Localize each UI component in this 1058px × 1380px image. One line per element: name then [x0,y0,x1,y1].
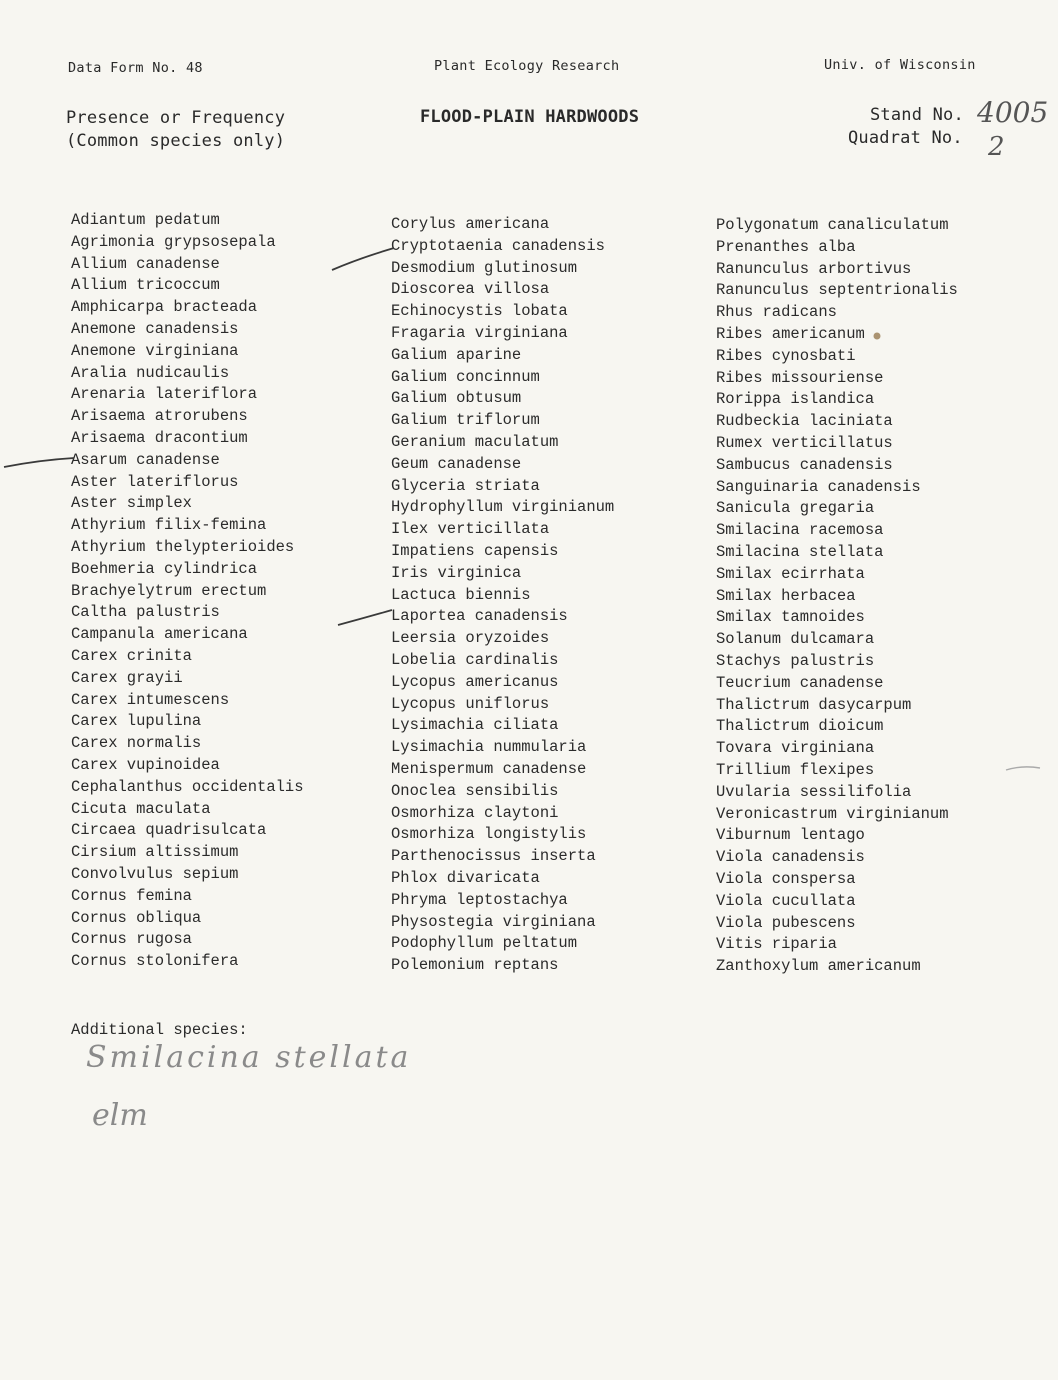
species-item: Prenanthes alba [716,237,856,256]
species-item: Thalictrum dioicum [716,717,884,736]
stand-label: Stand No. [870,105,964,125]
species-item: Osmorhiza longistylis [391,825,587,844]
species-item: Vitis riparia [716,935,837,954]
species-item: Ribes missouriense [716,368,884,387]
species-item: Viola conspersa [716,869,856,888]
species-item: Veronicastrum virginianum [716,804,949,823]
species-item: Allium canadense [71,254,220,273]
species-item: Phryma leptostachya [391,890,568,909]
species-item: Geum canadense [391,454,522,473]
species-item: Rudbeckia laciniata [716,412,893,431]
check-mark-asarum [4,458,74,467]
species-item: Aster lateriflorus [71,472,239,491]
species-item: Lycopus americanus [391,672,559,691]
species-item: Fragaria virginiana [391,323,568,342]
species-item: Aster simplex [71,494,192,513]
species-item: Parthenocissus inserta [391,847,596,866]
species-item: Smilax herbacea [716,586,856,605]
species-item: Lysimachia ciliata [391,716,559,735]
ink-spot [874,333,881,340]
species-item: Cornus obliqua [71,908,202,927]
species-item: Osmorhiza claytoni [391,803,559,822]
species-item: Agrimonia grypsosepala [71,232,276,251]
additional-species-handwritten-2: elm [92,1098,148,1133]
stand-number-handwritten: 4005 [977,96,1049,129]
species-item: Carex crinita [71,646,192,665]
species-item: Corylus americana [391,215,550,233]
species-item: Thalictrum dasycarpum [716,695,912,714]
species-item: Viola pubescens [716,913,856,932]
species-item: Carex vupinoidea [71,755,220,774]
species-item: Iris virginica [391,563,522,582]
species-item: Galium aparine [391,345,522,364]
species-item: Caltha palustris [71,603,220,622]
species-item: Polygonatum canaliculatum [716,216,949,234]
species-item: Ranunculus septentrionalis [716,281,958,300]
quadrat-number-handwritten: 2 [988,132,1005,162]
species-item: Anemone virginiana [71,341,239,360]
species-item: Rumex verticillatus [716,433,893,452]
species-item: Cephalanthus occidentalis [71,777,304,796]
additional-species-handwritten-1: Smilacina stellata [86,1040,412,1075]
species-item: Sambucus canadensis [716,455,893,474]
species-item: Convolvulus sepium [71,864,239,883]
form-number: Data Form No. 48 [68,60,203,76]
species-item: Adiantum pedatum [71,211,220,229]
species-item: Dioscorea villosa [391,280,550,299]
species-item: Lactuca biennis [391,585,531,604]
species-item: Viola cucullata [716,891,856,910]
stray-mark [1006,767,1040,770]
species-item: Smilacina stellata [716,542,884,561]
species-item: Boehmeria cylindrica [71,559,258,578]
species-item: Sanicula gregaria [716,499,875,518]
species-item: Teucrium canadense [716,673,884,692]
university: Univ. of Wisconsin [824,57,976,73]
species-item: Smilax tamnoides [716,608,865,627]
species-item: Anemone canadensis [71,319,239,338]
species-item: Circaea quadrisulcata [71,821,267,840]
species-item: Ribes americanum [716,324,865,343]
species-item: Smilacina racemosa [716,521,884,540]
species-item: Viola canadensis [716,848,865,867]
species-item: Sanguinaria canadensis [716,477,921,496]
species-item: Lysimachia nummularia [391,738,587,757]
species-item: Athyrium thelypterioides [71,537,295,556]
species-item: Galium triflorum [391,411,540,430]
species-item: Echinocystis lobata [391,302,568,321]
species-item: Stachys palustris [716,651,875,670]
species-item: Phlox divaricata [391,868,540,887]
species-item: Zanthoxylum americanum [716,957,921,976]
species-item: Cornus femina [71,886,192,905]
species-item: Laportea canadensis [391,607,568,626]
species-item: Ranunculus arbortivus [716,259,912,278]
species-item: Tovara virginiana [716,739,875,758]
check-mark-laportea [338,610,392,625]
species-item: Podophyllum peltatum [391,934,578,953]
species-item: Cicuta maculata [71,799,211,818]
species-item: Smilax ecirrhata [716,564,865,583]
quadrat-label: Quadrat No. [848,128,963,148]
species-item: Cryptotaenia canadensis [391,236,605,255]
species-item: Hydrophyllum virginianum [391,498,615,517]
species-item: Athyrium filix-femina [71,516,267,535]
species-item: Menispermum canadense [391,759,587,778]
mode-line-2: (Common species only) [66,131,286,151]
species-item: Uvularia sessilifolia [716,782,912,801]
species-item: Carex normalis [71,734,202,753]
species-item: Ilex verticillata [391,520,550,539]
species-item: Brachyelytrum erectum [71,581,267,600]
species-item: Rorippa islandica [716,390,875,409]
species-item: Arisaema dracontium [71,428,248,447]
species-item: Glyceria striata [391,476,540,495]
species-item: Carex grayii [71,668,183,687]
species-item: Aralia nudicaulis [71,363,230,382]
species-item: Physostegia virginiana [391,912,596,931]
species-item: Lobelia cardinalis [391,650,559,669]
species-item: Onoclea sensibilis [391,781,559,800]
species-item: Leersia oryzoides [391,629,550,648]
species-item: Asarum canadense [71,450,220,469]
species-item: Arenaria lateriflora [71,385,258,404]
species-item: Viburnum lentago [716,826,865,845]
species-item: Amphicarpa bracteada [71,298,258,317]
species-item: Carex lupulina [71,712,202,731]
community-title: FLOOD-PLAIN HARDWOODS [420,107,640,127]
additional-species-label: Additional species: [71,1021,248,1039]
species-item: Campanula americana [71,625,248,644]
species-item: Impatiens capensis [391,541,559,560]
species-item: Desmodium glutinosum [391,258,578,277]
species-item: Allium tricoccum [71,276,220,295]
species-item: Polemonium reptans [391,956,559,975]
species-item: Cornus rugosa [71,930,192,949]
species-item: Cornus stolonifera [71,952,239,971]
organization: Plant Ecology Research [434,58,620,74]
species-item: Lycopus uniflorus [391,694,550,713]
check-mark-cryptotaenia [332,248,394,270]
species-item: Arisaema atrorubens [71,407,248,426]
species-item: Galium obtusum [391,389,522,408]
species-item: Geranium maculatum [391,432,559,451]
species-item: Trillium flexipes [716,760,875,779]
species-item: Solanum dulcamara [716,630,875,649]
species-item: Ribes cynosbati [716,346,856,365]
species-item: Rhus radicans [716,303,837,322]
species-item: Cirsium altissimum [71,843,239,862]
species-item: Carex intumescens [71,690,230,709]
mode-line-1: Presence or Frequency [66,108,286,128]
species-item: Galium concinnum [391,367,540,386]
